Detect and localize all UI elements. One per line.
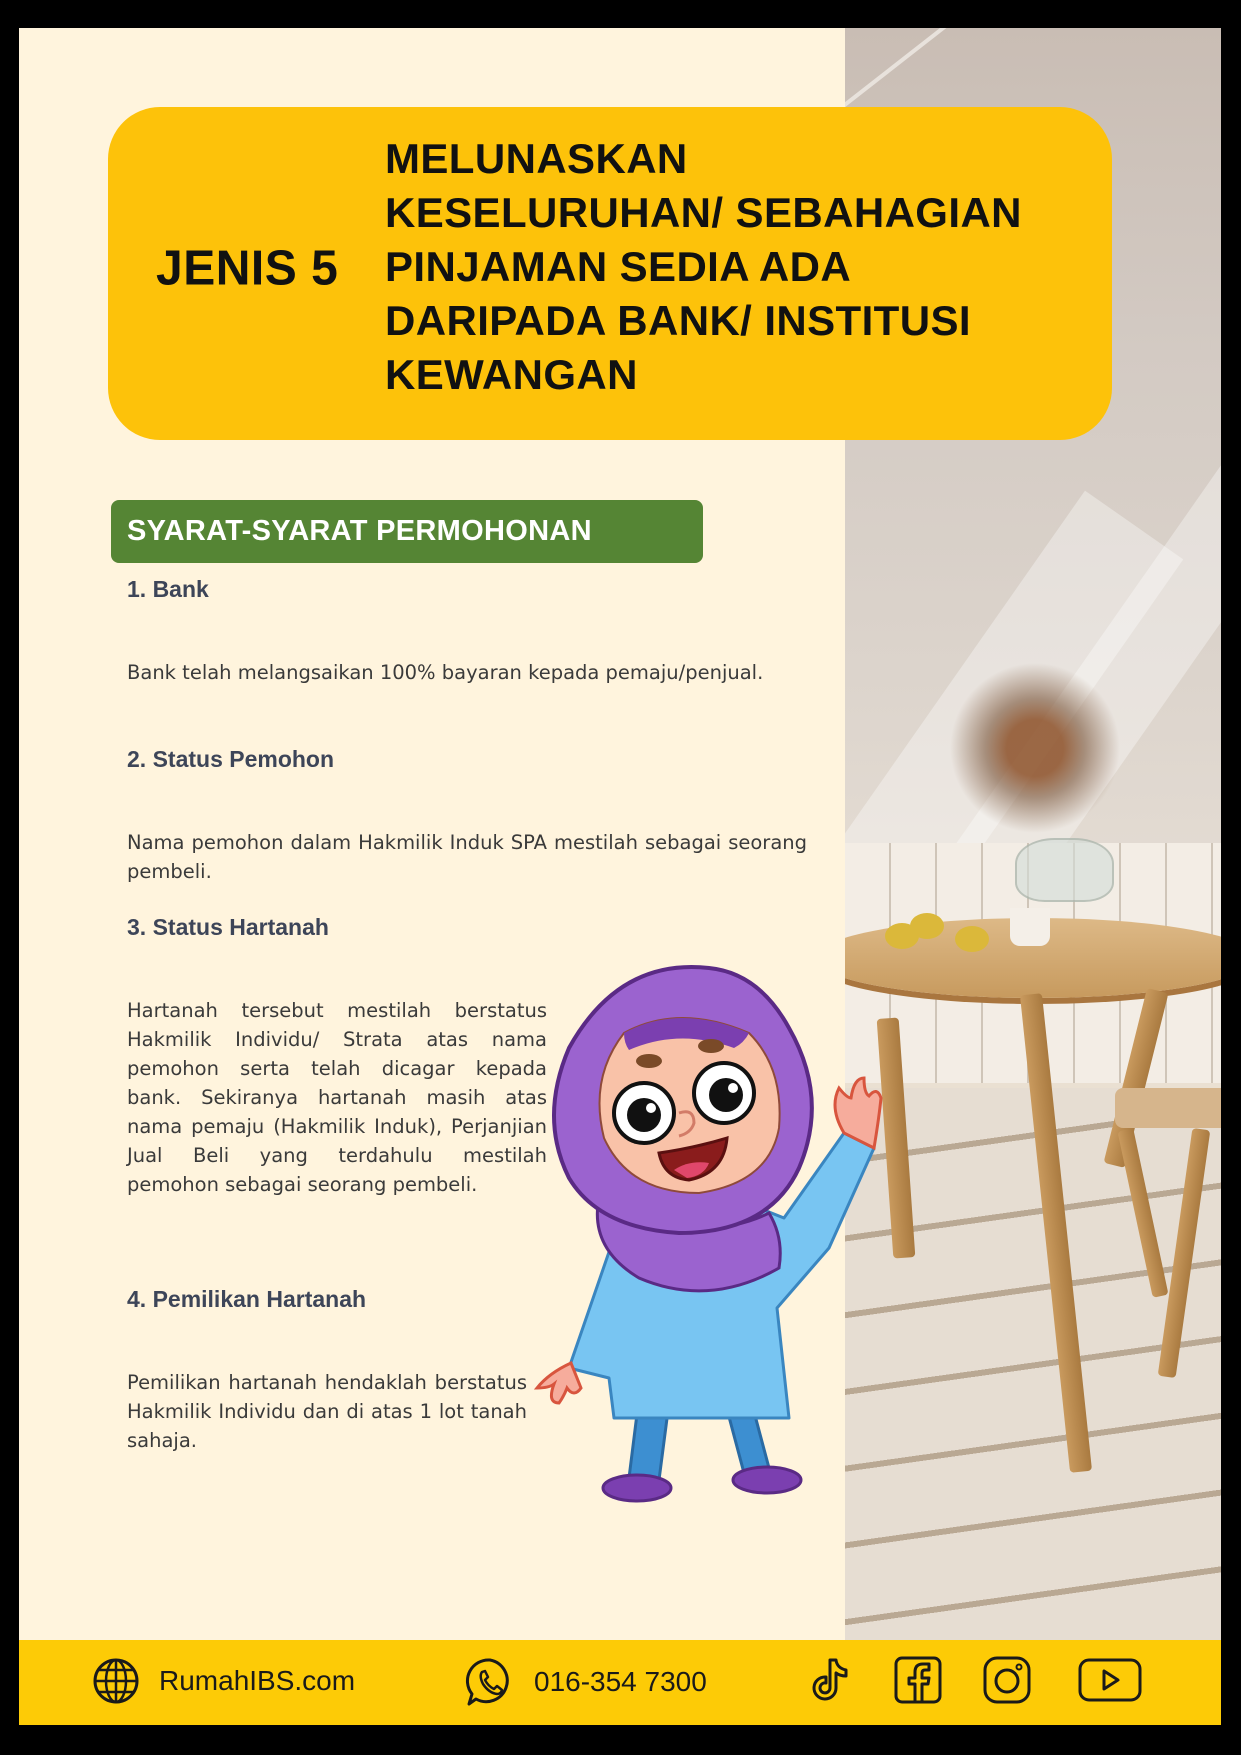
flyer-page — [19, 28, 1221, 1725]
title-line: DARIPADA BANK/ INSTITUSI — [385, 297, 971, 344]
title-line: KEWANGAN — [385, 351, 638, 398]
hijab-girl-mascot — [529, 948, 889, 1508]
page-title — [385, 132, 1105, 402]
website-link[interactable] — [91, 1656, 355, 1706]
requirement-body: Bank telah melangsaikan 100% bayaran kepada pemaju/penjual. — [127, 661, 764, 684]
instagram-icon[interactable] — [981, 1654, 1033, 1706]
phone-text: 016-354 7300 — [534, 1666, 707, 1697]
title-line: KESELURUHAN/ SEBAHAGIAN — [385, 189, 1022, 236]
lemon — [910, 913, 944, 939]
chair-seat — [1115, 1088, 1221, 1128]
requirement-title: 2. Status Pemohon — [127, 746, 335, 772]
lemon — [955, 926, 989, 952]
requirement-title: 1. Bank — [127, 576, 209, 602]
requirement-body: Pemilikan hartanah hendaklah berstatus Hakmilik Individu dan di atas 1 lot tanah sahaja. — [127, 1371, 527, 1452]
globe-icon — [91, 1656, 141, 1706]
requirement-title: 3. Status Hartanah — [127, 914, 329, 940]
requirement-title: 4. Pemilikan Hartanah — [127, 1286, 367, 1312]
tiktok-icon[interactable] — [804, 1654, 856, 1706]
white-cup — [1010, 908, 1050, 946]
footer-bar — [19, 1640, 1221, 1725]
whatsapp-icon — [464, 1656, 516, 1708]
title-line: MELUNASKAN — [385, 135, 688, 182]
glass-vase — [1015, 838, 1114, 902]
type-label: JENIS 5 — [156, 241, 339, 296]
facebook-icon[interactable] — [892, 1654, 944, 1706]
dried-flowers — [935, 648, 1135, 848]
section-badge: SYARAT-SYARAT PERMOHONAN — [111, 500, 703, 563]
requirement-body: Nama pemohon dalam Hakmilik Induk SPA mestilah sebagai seorang pembeli. — [127, 831, 807, 883]
website-text: RumahIBS.com — [159, 1665, 356, 1696]
title-line: PINJAMAN SEDIA ADA — [385, 243, 852, 290]
phone-link[interactable] — [464, 1656, 707, 1708]
youtube-icon[interactable] — [1077, 1654, 1143, 1706]
requirement-body: Hartanah tersebut mestilah berstatus Hakmilik Individu/ Strata atas nama pemohon serta telah dicagar kepada bank. Sekiranya hartanah masih atas nama pemaju (Hakmilik Induk), Perjanjian Jual Beli yang terdahulu mestilah pemohon sebagai seorang pembeli. — [127, 999, 547, 1196]
